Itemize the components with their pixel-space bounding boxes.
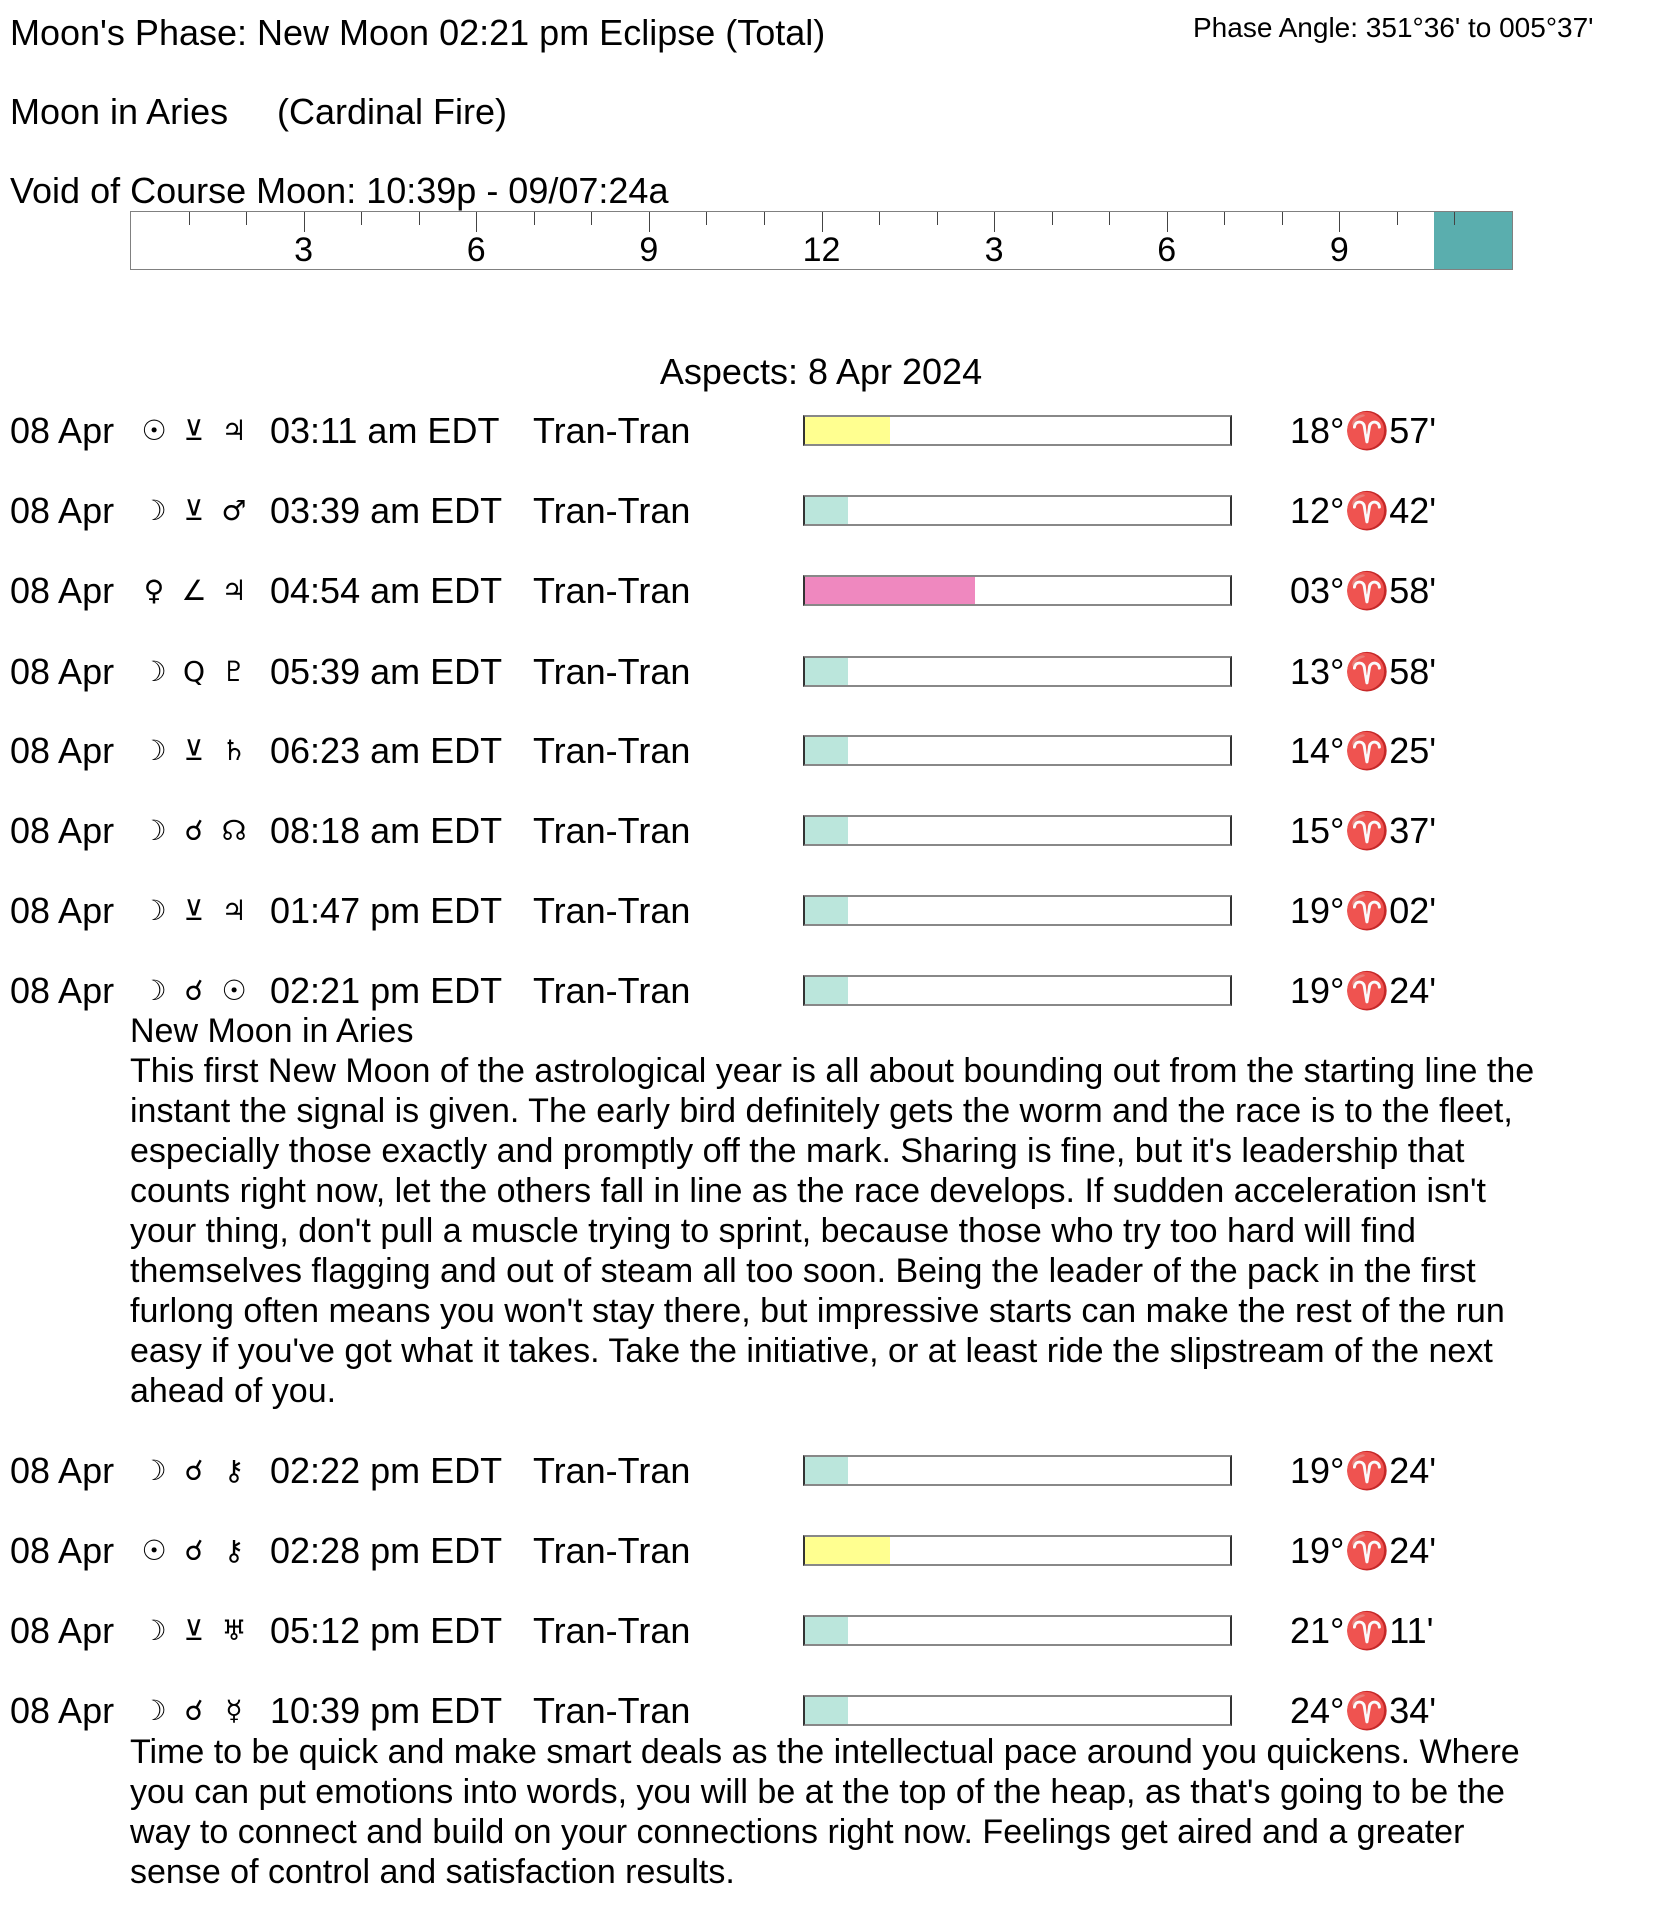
aspect-strength-bar [803,1455,1232,1486]
aspect-strength-bar [803,895,1232,926]
moon-mercury-interpretation [130,1732,1650,1892]
planet-1-icon: ☽ [141,1614,167,1647]
hour-tick [476,212,477,232]
aspect-strength-fill [805,737,848,764]
hour-tick [1109,212,1110,225]
aspect-icon: ⊻ [183,414,205,447]
aspect-date: 08 Apr [10,1690,115,1731]
hour-label: 3 [984,231,1004,269]
aspect-time: 02:22 pm EDT [270,1450,503,1491]
aspect-icon: ☌ [184,1534,204,1567]
interpretation-line: way to connect and build on your connections right now. Feelings get aired and a greater [130,1813,1465,1851]
interpretation-title: New Moon in Aries [130,1012,414,1050]
aspect-time: 03:39 am EDT [270,490,503,531]
aspect-type: Tran-Tran [533,1450,691,1491]
interpretation-line: Time to be quick and make smart deals as the intellectual pace around you quickens. Where [130,1733,1520,1771]
interpretation-line: you can put emotions into words, you will be at the top of the heap, as that's going to be the [130,1773,1505,1811]
aspect-time: 02:28 pm EDT [270,1530,503,1571]
hour-tick [1454,212,1455,225]
hour-tick [1052,212,1053,225]
planet-1-icon: ♀ [143,574,165,607]
interpretation-line: furlong often means you won't stay there, but impressive starts can make the rest of the run [130,1292,1505,1330]
hour-tick [706,212,707,225]
planet-2-icon: ☿ [225,1694,243,1727]
interpretation-line: sense of control and satisfaction results. [130,1853,735,1891]
aspect-icon: ☌ [184,1694,204,1727]
aspect-strength-fill [805,977,848,1004]
aspect-date: 08 Apr [10,570,115,611]
interpretation-line: This first New Moon of the astrological year is all about bounding out from the starting line the [130,1052,1535,1090]
aspect-time: 05:12 pm EDT [270,1610,503,1651]
aspect-strength-fill [805,577,975,604]
aspect-time: 05:39 am EDT [270,651,503,692]
hour-tick [937,212,938,225]
planet-2-icon: ♃ [221,894,247,927]
aspect-row [0,409,1674,453]
interpretation-line: themselves flagging and out of steam all too soon. Being the leader of the pack in the first [130,1252,1476,1290]
aspect-position: 24°♈34' [1290,1690,1437,1731]
hour-tick [189,212,190,225]
planet-2-icon: ♂ [221,494,247,527]
hour-tick [764,212,765,225]
aspect-time: 04:54 am EDT [270,570,503,611]
hour-label: 9 [1329,231,1349,269]
aspect-icon: ⊻ [183,894,205,927]
hour-tick [591,212,592,225]
phase-angle: Phase Angle: 351°36' to 005°37' [1193,12,1594,43]
aspect-strength-fill [805,1537,890,1564]
planet-1-icon: ☽ [141,1454,167,1487]
moon-sign: Moon in Aries [10,91,229,132]
aspect-icon: ☌ [184,974,204,1007]
aspect-row [0,889,1674,933]
void-of-course: Void of Course Moon: 10:39p - 09/07:24a [10,170,669,211]
planet-1-icon: ☽ [141,734,167,767]
aspect-position: 18°♈57' [1290,410,1437,451]
aspect-row [0,650,1674,694]
interpretation-line: instant the signal is given. The early bird definitely gets the worm and the race is to the fleet, [130,1092,1513,1130]
aspect-date: 08 Apr [10,1450,115,1491]
aspect-position: 03°♈58' [1290,570,1437,611]
aspect-icon: ⊻ [183,494,205,527]
aspect-strength-fill [805,497,848,524]
hour-tick [994,212,995,232]
aspect-type: Tran-Tran [533,730,691,771]
aspect-type: Tran-Tran [533,1690,691,1731]
aspect-date: 08 Apr [10,810,115,851]
planet-1-icon: ☉ [141,414,167,447]
hour-tick [361,212,362,225]
aspect-strength-fill [805,1697,848,1724]
aspect-strength-bar [803,815,1232,846]
moon-phase: Moon's Phase: New Moon 02:21 pm Eclipse (Total) [10,12,826,53]
hour-tick [304,212,305,232]
aspect-row [0,1609,1674,1653]
hour-tick [1282,212,1283,225]
aspect-icon: Q [182,655,206,688]
aspect-type: Tran-Tran [533,890,691,931]
hour-tick [649,212,650,232]
aspect-row [0,1529,1674,1573]
aspect-position: 15°♈37' [1290,810,1437,851]
aspect-type: Tran-Tran [533,490,691,531]
aspect-type: Tran-Tran [533,970,691,1011]
aspect-position: 12°♈42' [1290,490,1437,531]
aspect-strength-fill [805,1617,848,1644]
aspect-time: 08:18 am EDT [270,810,503,851]
aspect-time: 02:21 pm EDT [270,970,503,1011]
hour-tick [822,212,823,232]
void-of-course-block [1434,212,1512,269]
hour-label: 6 [466,231,486,269]
planet-1-icon: ☽ [141,894,167,927]
moon-element: (Cardinal Fire) [277,91,508,132]
aspects-title: Aspects: 8 Apr 2024 [659,351,983,392]
planet-2-icon: ⚷ [223,1534,245,1567]
interpretation-line: your thing, don't pull a muscle trying to sprint, because those who try too hard will find [130,1212,1416,1250]
planet-2-icon: ☉ [221,974,247,1007]
aspect-date: 08 Apr [10,410,115,451]
aspect-date: 08 Apr [10,490,115,531]
hour-tick [419,212,420,225]
aspect-row [0,569,1674,613]
aspect-position: 13°♈58' [1290,651,1437,692]
aspect-strength-fill [805,658,848,685]
aspect-position: 21°♈11' [1290,1610,1434,1651]
planet-2-icon: ♃ [221,574,247,607]
hour-tick [534,212,535,225]
hour-label: 3 [294,231,314,269]
hour-tick [1397,212,1398,225]
hour-tick [1339,212,1340,232]
aspect-position: 19°♈24' [1290,970,1437,1011]
hour-tick [246,212,247,225]
aspect-icon: ☌ [184,1454,204,1487]
aspect-icon: ⊻ [183,1614,205,1647]
aspect-strength-fill [805,1457,848,1484]
aspect-strength-bar [803,735,1232,766]
new-moon-interpretation [130,1011,1650,1411]
aspect-type: Tran-Tran [533,1530,691,1571]
planet-1-icon: ☉ [141,1534,167,1567]
hour-tick [1224,212,1225,225]
aspect-row [0,1449,1674,1493]
interpretation-line: ahead of you. [130,1372,337,1410]
aspect-strength-bar [803,575,1232,606]
aspect-position: 19°♈24' [1290,1450,1437,1491]
interpretation-line: counts right now, let the others fall in line as the race develops. If sudden acceleration isn't [130,1172,1486,1210]
aspect-row [0,969,1674,1013]
aspect-icon: ☌ [184,814,204,847]
aspect-date: 08 Apr [10,1610,115,1651]
planet-1-icon: ☽ [141,814,167,847]
aspect-position: 19°♈24' [1290,1530,1437,1571]
aspect-date: 08 Apr [10,730,115,771]
planet-1-icon: ☽ [141,1694,167,1727]
aspect-date: 08 Apr [10,1530,115,1571]
interpretation-line: especially those exactly and promptly off the mark. Sharing is fine, but it's leadership that [130,1132,1465,1170]
aspect-strength-bar [803,415,1232,446]
planet-1-icon: ☽ [141,974,167,1007]
aspect-row [0,729,1674,773]
planet-2-icon: ♅ [221,1614,247,1647]
aspect-date: 08 Apr [10,890,115,931]
aspect-type: Tran-Tran [533,570,691,611]
aspect-date: 08 Apr [10,651,115,692]
aspect-strength-fill [805,897,848,924]
aspect-strength-bar [803,656,1232,687]
aspect-position: 14°♈25' [1290,730,1437,771]
planet-1-icon: ☽ [141,494,167,527]
aspect-strength-bar [803,1615,1232,1646]
aspect-type: Tran-Tran [533,651,691,692]
planet-2-icon: ♃ [221,414,247,447]
aspect-row [0,489,1674,533]
aspect-date: 08 Apr [10,970,115,1011]
planet-2-icon: ♄ [221,734,247,767]
aspect-row [0,809,1674,853]
aspect-time: 03:11 am EDT [270,410,500,451]
aspect-icon: ⊻ [183,734,205,767]
planet-2-icon: ☊ [221,814,247,847]
hour-label: 12 [802,231,841,269]
aspect-type: Tran-Tran [533,410,691,451]
interpretation-line: easy if you've got what it takes. Take the initiative, or at least ride the slipstream of the next [130,1332,1493,1370]
aspect-strength-fill [805,817,848,844]
aspect-strength-bar [803,495,1232,526]
planet-2-icon: ♇ [221,655,247,688]
aspect-strength-fill [805,417,890,444]
aspect-position: 19°♈02' [1290,890,1437,931]
hour-label: 6 [1157,231,1177,269]
aspect-row [0,1689,1674,1733]
hour-label: 9 [639,231,659,269]
aspect-time: 10:39 pm EDT [270,1690,503,1731]
aspect-icon: ∠ [181,574,207,607]
aspect-time: 01:47 pm EDT [270,890,503,931]
planet-2-icon: ⚷ [223,1454,245,1487]
aspect-type: Tran-Tran [533,1610,691,1651]
aspect-time: 06:23 am EDT [270,730,503,771]
aspect-strength-bar [803,1695,1232,1726]
aspect-strength-bar [803,975,1232,1006]
aspect-strength-bar [803,1535,1232,1566]
hour-tick [879,212,880,225]
planet-1-icon: ☽ [141,655,167,688]
hour-tick [1167,212,1168,232]
day-timeline [130,211,1513,270]
aspect-type: Tran-Tran [533,810,691,851]
